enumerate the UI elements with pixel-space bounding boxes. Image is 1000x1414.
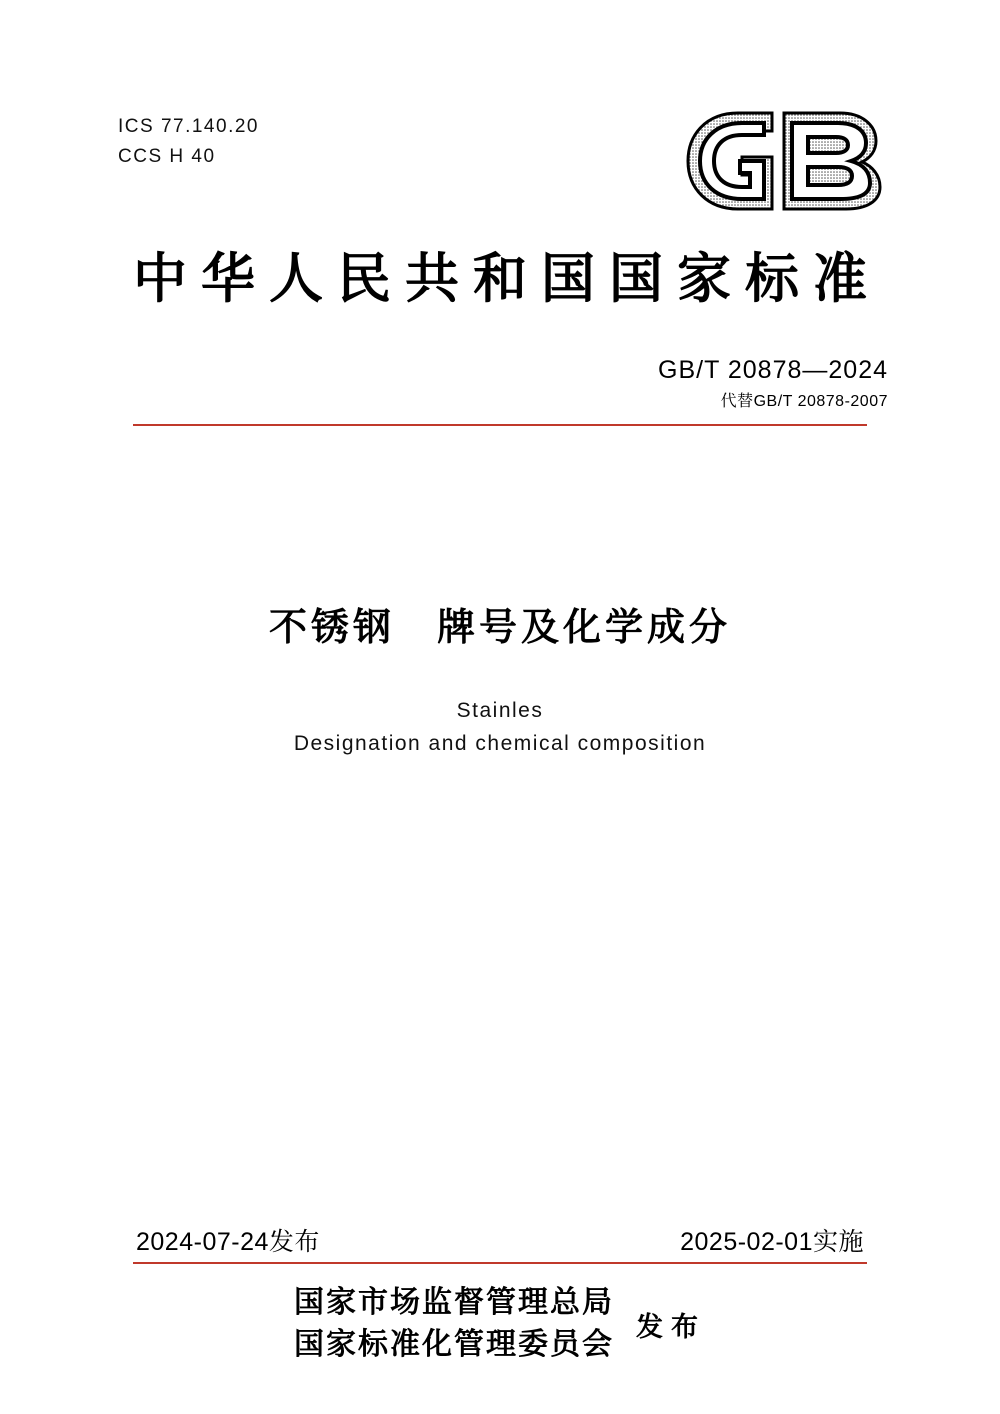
publish-label: 发布	[636, 1311, 706, 1343]
document-title-english-line2: Designation and chemical composition	[293, 732, 707, 755]
ics-code: ICS 77.140.20	[118, 116, 259, 137]
standard-replaces: 代替GB/T 20878-2007	[720, 393, 888, 410]
document-title-english	[0, 694, 1000, 760]
standard-number: GB/T 20878—2024	[658, 356, 888, 384]
ccs-code: CCS H 40	[118, 146, 216, 167]
gb-logo	[680, 105, 890, 215]
divider-top	[133, 424, 867, 426]
document-title-chinese: 不锈钢 牌号及化学成分	[268, 604, 731, 649]
divider-bottom	[133, 1262, 867, 1264]
issuer-line-1: 国家市场监督管理总局	[294, 1285, 614, 1320]
issuer-line-2: 国家标准化管理委员会	[294, 1327, 614, 1362]
issuer-block	[0, 1282, 1000, 1366]
issue-date: 2024-07-24发布	[136, 1228, 320, 1256]
page-title: 中华人民共和国国家标准	[133, 246, 881, 310]
issuer-names	[294, 1282, 614, 1366]
implementation-date: 2025-02-01实施	[680, 1228, 864, 1256]
document-title-english-line1: Stainles	[456, 699, 544, 722]
classification-codes	[118, 112, 259, 172]
